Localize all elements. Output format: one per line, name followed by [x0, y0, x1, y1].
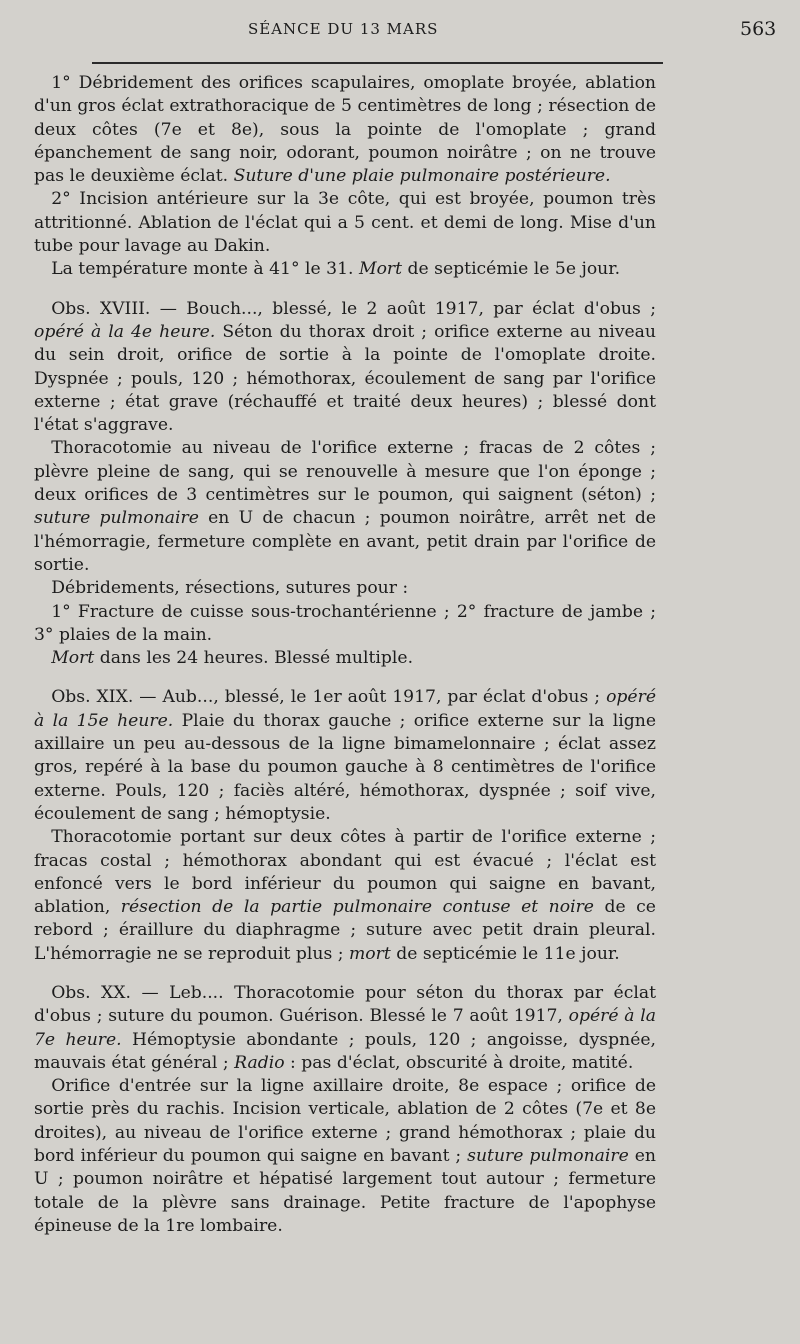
- paragraph: [34, 1075, 656, 1238]
- observation-paragraph: [34, 982, 656, 1075]
- text-run: Hémoptysie abondante ; pouls, 120 ; angoisse, dyspnée, mauvais état général ;: [34, 1029, 656, 1073]
- text-run: La température monte à 41° le 31.: [51, 259, 359, 280]
- paragraph: [34, 437, 656, 577]
- text-run: Orifice d'entrée sur la ligne axillaire droite, 8e espace ; orifice de sortie près du rachis. Incision verticale, ablation de 2 côtes (7e et 8e droites), au niveau de l'orifice externe ; grand hémothorax ; plaie du bord inférieur du poumon qui saigne en bavant ;: [34, 1076, 656, 1167]
- text-run: 2° Incision antérieure sur la 3e côte, qui est broyée, poumon très attritionné. Ablation de l'éclat qui a 5 cent. et demi de long. Mise d'un tube pour lavage au Dakin.: [34, 189, 656, 257]
- text-run: en U ; poumon noirâtre et hépatisé largement tout autour ; fermeture totale de la plèvre sans drainage. Petite fracture de l'apophyse épineuse de la 1re lombaire.: [34, 1146, 656, 1236]
- text-run: de septicémie le 5e jour.: [402, 259, 621, 280]
- paragraph: [34, 601, 656, 648]
- text-run: Plaie du thorax gauche ; orifice externe sur la ligne axillaire un peu au-dessous de la ligne bimamelonnaire ; éclat assez gros, repéré à la base du poumon gauche à 8 centimètres de l'orifice externe. Pouls, 120 ; faciès altéré, hémothorax, dyspnée ; soif vive, écoulement de sang ; hémoptysie.: [34, 710, 656, 824]
- paragraph: [34, 647, 656, 670]
- observation-paragraph: [34, 298, 656, 438]
- italic-text: Radio: [234, 1052, 285, 1073]
- body-text: [34, 72, 656, 1238]
- text-run: Obs. XIX. — Aub..., blessé, le 1er août 1917, par éclat d'obus ;: [51, 687, 607, 708]
- text-run: 1° Débridement des orifices scapulaires, omoplate broyée, ablation d'un gros éclat extrathoracique de 5 centimètres de long ; résection de deux côtes (7e et 8e), sous la pointe de l'omoplate ; grand épanchement de sang noir, odorant, poumon noirâtre ; on ne trouve pas le deuxième éclat.: [34, 73, 656, 187]
- italic-text: résection de la partie pulmonaire contuse et noire: [120, 897, 594, 918]
- observation-paragraph: [34, 686, 656, 826]
- italic-text: opéré à la 4e heure.: [34, 321, 216, 342]
- page-number: 563: [740, 18, 777, 40]
- text-run: : pas d'éclat, obscurité à droite, matité.: [284, 1052, 634, 1073]
- header-rule: [92, 62, 663, 64]
- paragraph: [34, 72, 656, 188]
- paragraph: [34, 826, 656, 966]
- text-run: dans les 24 heures. Blessé multiple.: [94, 648, 414, 669]
- paragraph: [34, 258, 656, 281]
- text-run: Obs. XX. — Leb.... Thoracotomie pour séton du thorax par éclat d'obus ; suture du poumon. Guérison. Blessé le 7 août 1917,: [34, 982, 656, 1027]
- italic-text: Suture d'une plaie pulmonaire postérieure.: [233, 166, 611, 187]
- text-run: Séton du thorax droit ; orifice externe au niveau du sein droit, orifice de sortie à la pointe de l'omoplate droite. Dyspnée ; pouls, 120 ; hémothorax, écoulement de sang par l'orifice externe ; état grave (réchauffé et traité deux heures) ; blessé dont l'état s'aggrave.: [34, 321, 656, 436]
- italic-text: suture pulmonaire: [467, 1146, 629, 1167]
- italic-text: suture pulmonaire: [34, 508, 199, 529]
- text-run: Thoracotomie portant sur deux côtes à partir de l'orifice externe ; fracas costal ; hémothorax abondant qui est évacué ; l'éclat est enfoncé vers le bord inférieur du poumon qui saigne en bavant, ablation,: [34, 827, 656, 918]
- paragraph: [34, 188, 656, 258]
- text-run: de septicémie le 11e jour.: [390, 943, 620, 964]
- italic-text: opéré à la 15e heure.: [34, 687, 656, 731]
- text-run: de ce rebord ; éraillure du diaphragme ; suture avec petit drain pleural. L'hémorragie ne se reproduit plus ;: [34, 897, 656, 964]
- text-run: en U de chacun ; poumon noirâtre, arrêt net de l'hémorragie, fermeture complète en avant, petit drain par l'orifice de sortie.: [34, 508, 656, 575]
- text-run: Obs. XVIII. — Bouch..., blessé, le 2 août 1917, par éclat d'obus ;: [51, 298, 656, 319]
- text-run: Thoracotomie au niveau de l'orifice externe ; fracas de 2 côtes ; plèvre pleine de sang, qui se renouvelle à mesure que l'on éponge ; deux orifices de 3 centimètres sur le poumon, qui saignent (séton) ;: [34, 438, 656, 506]
- running-title: SÉANCE DU 13 MARS: [248, 20, 439, 38]
- italic-text: Mort: [51, 648, 95, 669]
- text-run: Débridements, résections, sutures pour :: [51, 578, 409, 599]
- text-run: 1° Fracture de cuisse sous-trochantérienne ; 2° fracture de jambe ; 3° plaies de la main.: [34, 601, 656, 645]
- italic-text: mort: [349, 943, 391, 964]
- italic-text: opéré à la 7e heure.: [34, 1006, 657, 1050]
- running-header: [0, 20, 800, 44]
- italic-text: Mort: [358, 259, 403, 280]
- paragraph: [34, 577, 656, 600]
